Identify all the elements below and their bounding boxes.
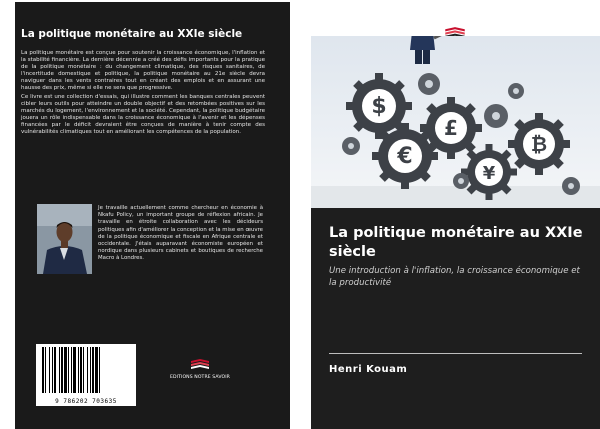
book-title: La politique monétaire au XXIe siècle (329, 225, 583, 260)
book-subtitle: Une introduction à l'inflation, la croissance économique et la productivité (329, 266, 580, 288)
barcode-bar (45, 347, 46, 393)
barcode-bar (92, 347, 94, 393)
back-cover-title: La politique monétaire au XXIe siècle (21, 28, 243, 40)
pound-icon: £ (444, 116, 458, 140)
barcode-bar (52, 347, 53, 393)
barcode-bar (80, 347, 82, 393)
barcode-bar (49, 347, 50, 393)
blurb-paragraph-2: Ce livre est une collection d'essais, qui illustre comment les banques centrales peuvent cibler leurs outils pour atteindre un double objectif et des retombées positives sur les marchés du logement, l'environnement et la société. Cependant, la politique budgétaire jouera un rôle indispensable dans la croissance économique à l'avenir et les dépenses financées par le déficit devraient être conçues de manière à tenir compte des vulnérabilités climatiques tout en améliorant les compétences de la population. (21, 93, 265, 136)
cover-illustration (311, 36, 600, 208)
barcode-bar (83, 347, 84, 393)
publisher-logo-back (170, 355, 230, 380)
barcode-bar (61, 347, 63, 393)
barcode (36, 344, 136, 406)
barcode-bar (90, 347, 91, 393)
yen-icon: ¥ (482, 163, 496, 184)
back-cover-blurb (21, 50, 265, 136)
blurb-paragraph-1: La politique monétaire est conçue pour soutenir la croissance économique, l'inflation et la stabilité financière. La dernière décennie a créé des défis importants pour la pratique de la politique monétaire : du changement climatique, des risques sanitaires, de l'incertitude domestique et politique, la politique monétaire au 21e siècle devra naviguer dans les vents contraires tout en créant des emplois et en assurant une hausse des prix, même si elle ne sera que progressive. (21, 50, 265, 92)
euro-icon: € (397, 144, 413, 169)
spine (290, 2, 311, 429)
dollar-icon: $ (371, 94, 387, 119)
barcode-bar (78, 347, 79, 393)
author-biography: Je travaille actuellement comme chercheur en économie à Nkafu Policy, un important groupe de réflexion africain. Je travaille en étroite collaboration avec les décideurs politiques afin d'améliorer la conception et la mise en œuvre de la politique économique et fiscale en Afrique centrale et occidentale. J'étais auparavant économiste européen et nordique dans plusieurs cabinets et boutiques de recherche Macro à Londres. (98, 205, 263, 262)
publisher-books-icon (189, 358, 211, 370)
author-portrait-image (37, 204, 92, 274)
barcode-bar (59, 347, 60, 393)
gears-currency-illustration (311, 36, 600, 208)
divider (329, 353, 582, 354)
author-photo (37, 204, 92, 274)
barcode-bars (36, 344, 136, 398)
barcode-bar (87, 347, 88, 393)
bitcoin-icon: ₿ (530, 132, 548, 156)
author-name: Henri Kouam (329, 364, 408, 375)
barcode-bar (95, 347, 98, 393)
publisher-name-back: EDITIONS NOTRE SAVOIR (170, 375, 230, 380)
isbn-number: 9 786202 703635 (55, 398, 117, 405)
barcode-bar (68, 347, 69, 393)
barcode-bar (73, 347, 76, 393)
barcode-bar (71, 347, 72, 393)
barcode-bar (99, 347, 100, 393)
barcode-bar (64, 347, 67, 393)
barcode-bar (54, 347, 56, 393)
barcode-bar (42, 347, 44, 393)
